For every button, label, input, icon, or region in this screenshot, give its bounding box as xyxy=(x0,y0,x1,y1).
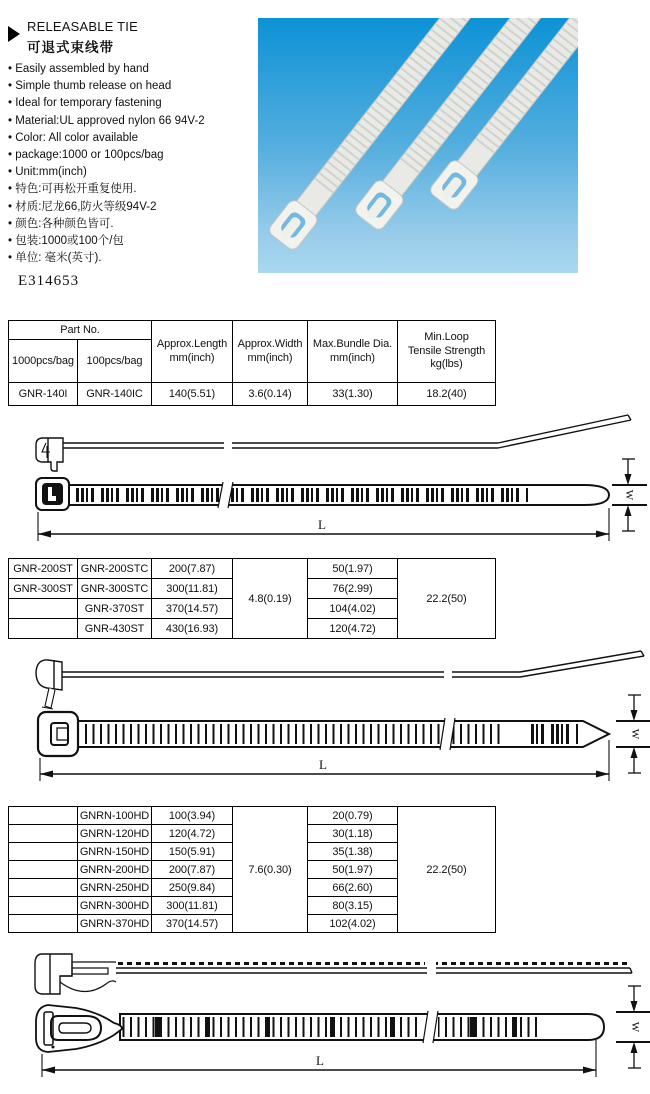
part-no-cell: GNRN-250HD xyxy=(78,879,152,897)
width-dimension xyxy=(616,986,650,1068)
col-header-100pcs: 100pcs/bag xyxy=(78,340,152,383)
tensile-merged-cell: 22.2(50) xyxy=(398,807,496,933)
length-cell: 200(7.87) xyxy=(152,861,233,879)
feature-item: • Easily assembled by hand xyxy=(8,61,256,78)
product-photo xyxy=(258,18,578,273)
tie-top-view xyxy=(38,712,609,756)
title-row xyxy=(8,19,256,56)
spec-table-2 xyxy=(8,558,496,639)
feature-item-zh: • 包装:1000或100个/包 xyxy=(8,233,256,250)
length-cell: 200(7.87) xyxy=(152,559,233,579)
part-no-cell: GNR-200ST xyxy=(9,559,78,579)
col-header-width: Approx.Width mm(inch) xyxy=(233,321,308,383)
length-cell: 370(14.57) xyxy=(152,599,233,619)
table-row xyxy=(9,383,496,406)
part-no-cell xyxy=(9,599,78,619)
length-cell: 300(11.81) xyxy=(152,579,233,599)
feature-list xyxy=(8,61,256,267)
product-title-zh: 可退式束线带 xyxy=(27,40,114,55)
feature-item: • Ideal for temporary fastening xyxy=(8,95,256,112)
part-no-cell: GNRN-300HD xyxy=(78,897,152,915)
part-no-cell: GNRN-100HD xyxy=(78,807,152,825)
width-dimension xyxy=(616,695,650,773)
dia-cell: 66(2.60) xyxy=(308,879,398,897)
diagram-gnrn-hd xyxy=(0,948,650,1092)
part-no-cell: GNR-430ST xyxy=(78,619,152,639)
width-label: W xyxy=(629,1021,641,1033)
spec-table-1 xyxy=(8,320,496,406)
part-no-cell xyxy=(9,879,78,897)
part-no-cell xyxy=(9,619,78,639)
length-dimension xyxy=(42,1040,596,1077)
part-no-cell: GNR-140IC xyxy=(78,383,152,406)
length-cell: 250(9.84) xyxy=(152,879,233,897)
diagram-gnr140 xyxy=(0,412,650,554)
section-arrow-icon xyxy=(8,26,20,42)
part-no-cell xyxy=(9,915,78,933)
width-merged-cell: 7.6(0.30) xyxy=(233,807,308,933)
part-no-cell: GNRN-370HD xyxy=(78,915,152,933)
width-dimension xyxy=(612,459,647,531)
table-row xyxy=(9,559,496,579)
product-title-en: RELEASABLE TIE xyxy=(27,19,138,34)
dia-cell: 20(0.79) xyxy=(308,807,398,825)
width-merged-cell: 4.8(0.19) xyxy=(233,559,308,639)
feature-item-zh: • 特色:可再松开重复使用. xyxy=(8,181,256,198)
part-no-cell: GNR-140I xyxy=(9,383,78,406)
part-no-cell: GNRN-150HD xyxy=(78,843,152,861)
length-cell: 150(5.91) xyxy=(152,843,233,861)
dia-cell: 33(1.30) xyxy=(308,383,398,406)
length-label: L xyxy=(319,757,327,772)
col-header-bundle-dia: Max.Bundle Dia. mm(inch) xyxy=(308,321,398,383)
length-cell: 370(14.57) xyxy=(152,915,233,933)
feature-item-zh: • 材质:尼龙66,防火等级94V-2 xyxy=(8,199,256,216)
part-no-cell: GNRN-200HD xyxy=(78,861,152,879)
part-no-cell xyxy=(9,825,78,843)
dia-cell: 104(4.02) xyxy=(308,599,398,619)
part-no-cell: GNR-300STC xyxy=(78,579,152,599)
length-label: L xyxy=(316,1053,324,1068)
length-cell: 120(4.72) xyxy=(152,825,233,843)
ul-file-number: E314653 xyxy=(18,273,80,290)
table-row xyxy=(9,807,496,825)
dia-cell: 80(3.15) xyxy=(308,897,398,915)
product-header xyxy=(8,19,256,290)
tie-side-view xyxy=(36,651,644,709)
part-no-cell xyxy=(9,897,78,915)
length-label: L xyxy=(318,517,326,532)
col-header-tensile: Min.Loop Tensile Strength kg(lbs) xyxy=(398,321,496,383)
tensile-merged-cell: 22.2(50) xyxy=(398,559,496,639)
length-dimension xyxy=(38,508,609,541)
col-header-1000pcs: 1000pcs/bag xyxy=(9,340,78,383)
part-no-cell: GNR-200STC xyxy=(78,559,152,579)
part-no-cell xyxy=(9,807,78,825)
col-header-part-no: Part No. xyxy=(9,321,152,340)
length-cell: 430(16.93) xyxy=(152,619,233,639)
dia-cell: 30(1.18) xyxy=(308,825,398,843)
part-no-cell xyxy=(9,843,78,861)
part-no-cell xyxy=(9,861,78,879)
tie-top-view xyxy=(36,1005,604,1052)
feature-item-zh: • 颜色:各种颜色皆可. xyxy=(8,216,256,233)
width-label: W xyxy=(623,489,635,501)
dia-cell: 76(2.99) xyxy=(308,579,398,599)
part-no-cell: GNR-300ST xyxy=(9,579,78,599)
feature-item: • package:1000 or 100pcs/bag xyxy=(8,147,256,164)
tie-side-view xyxy=(36,415,631,471)
dia-cell: 120(4.72) xyxy=(308,619,398,639)
part-no-cell: GNRN-120HD xyxy=(78,825,152,843)
width-cell: 3.6(0.14) xyxy=(233,383,308,406)
dia-cell: 102(4.02) xyxy=(308,915,398,933)
col-header-length: Approx.Length mm(inch) xyxy=(152,321,233,383)
dia-cell: 50(1.97) xyxy=(308,559,398,579)
tie-side-view xyxy=(35,954,632,994)
length-cell: 140(5.51) xyxy=(152,383,233,406)
diagram-gnr-st xyxy=(0,650,650,800)
feature-item: • Material:UL approved nylon 66 94V-2 xyxy=(8,113,256,130)
tie-top-view xyxy=(36,478,609,510)
spec-table-3 xyxy=(8,806,496,933)
feature-item: • Unit:mm(inch) xyxy=(8,164,256,181)
tensile-cell: 18.2(40) xyxy=(398,383,496,406)
feature-item-zh: • 单位: 毫米(英寸). xyxy=(8,250,256,267)
length-cell: 300(11.81) xyxy=(152,897,233,915)
part-no-cell: GNR-370ST xyxy=(78,599,152,619)
feature-item: • Color: All color available xyxy=(8,130,256,147)
length-cell: 100(3.94) xyxy=(152,807,233,825)
width-label: W xyxy=(629,728,641,740)
dia-cell: 50(1.97) xyxy=(308,861,398,879)
dia-cell: 35(1.38) xyxy=(308,843,398,861)
feature-item: • Simple thumb release on head xyxy=(8,78,256,95)
